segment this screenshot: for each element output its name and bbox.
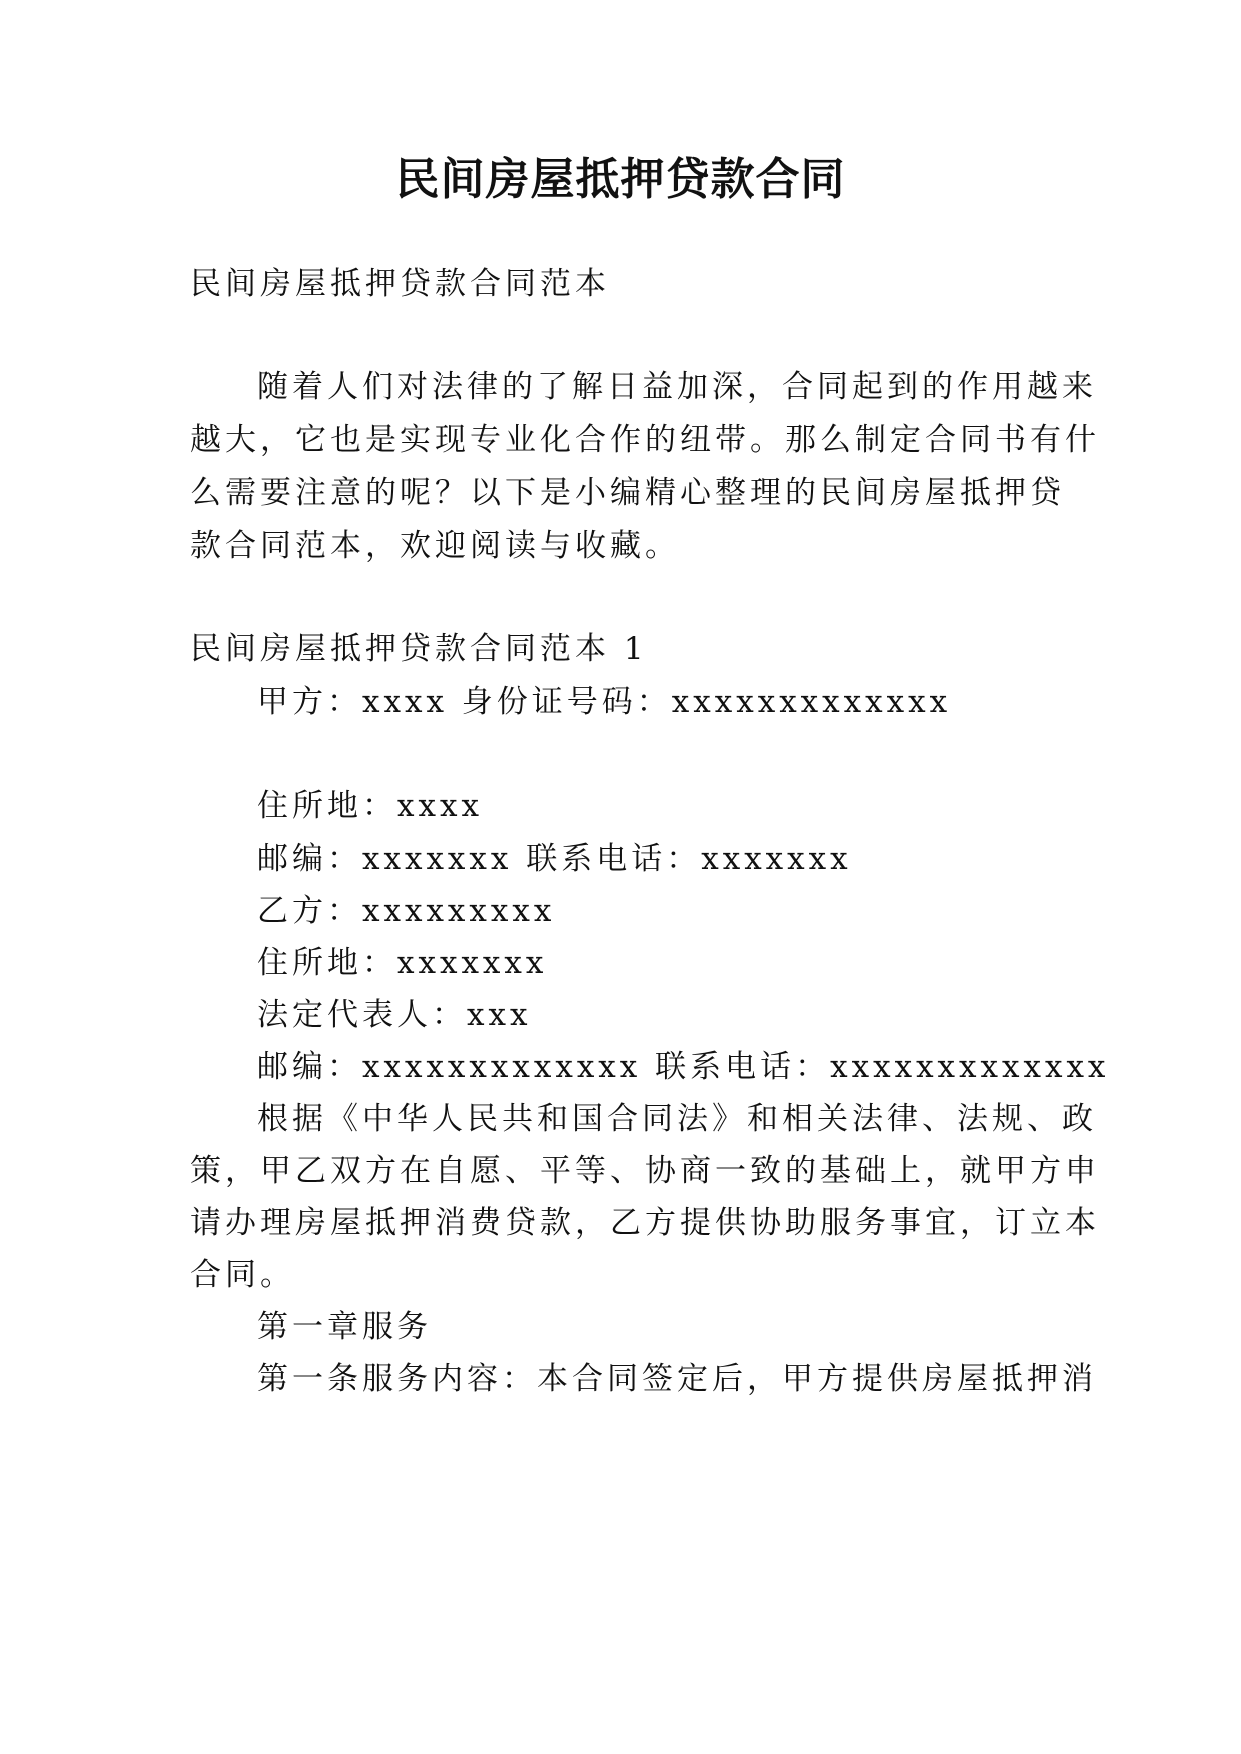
section-title: 民间房屋抵押贷款合同范本 1 (190, 631, 648, 667)
party-b-address: 住所地：xxxxxxx (257, 945, 548, 981)
party-a-postcode-phone: 邮编：xxxxxxx 联系电话：xxxxxxx (257, 841, 852, 877)
party-a-line: 甲方：xxxx 身份证号码：xxxxxxxxxxxxx (257, 684, 952, 720)
party-b-legal-representative: 法定代表人：xxx (257, 997, 532, 1033)
party-a-address: 住所地：xxxx (257, 788, 483, 824)
intro-line-1: 随着人们对法律的了解日益加深，合同起到的作用越来 (257, 369, 1097, 405)
basis-line-2: 策，甲乙双方在自愿、平等、协商一致的基础上，就甲方申 (190, 1153, 1100, 1189)
document-title: 民间房屋抵押贷款合同 (395, 154, 846, 205)
party-b-line: 乙方：xxxxxxxxx (257, 893, 556, 929)
intro-line-2: 越大，它也是实现专业化合作的纽带。那么制定合同书有什 (190, 422, 1100, 458)
basis-line-4: 合同。 (190, 1257, 295, 1293)
party-b-postcode-phone: 邮编：xxxxxxxxxxxxx 联系电话：xxxxxxxxxxxxx (257, 1049, 1110, 1085)
intro-line-3: 么需要注意的呢？以下是小编精心整理的民间房屋抵押贷 (190, 475, 1065, 511)
basis-line-3: 请办理房屋抵押消费贷款，乙方提供协助服务事宜，订立本 (190, 1205, 1100, 1241)
document-subtitle: 民间房屋抵押贷款合同范本 (190, 266, 610, 302)
basis-line-1: 根据《中华人民共和国合同法》和相关法律、法规、政 (257, 1101, 1097, 1137)
intro-line-4: 款合同范本，欢迎阅读与收藏。 (190, 528, 680, 564)
chapter-1-heading: 第一章服务 (257, 1309, 432, 1345)
article-1-text: 第一条服务内容：本合同签定后，甲方提供房屋抵押消 (257, 1361, 1097, 1397)
